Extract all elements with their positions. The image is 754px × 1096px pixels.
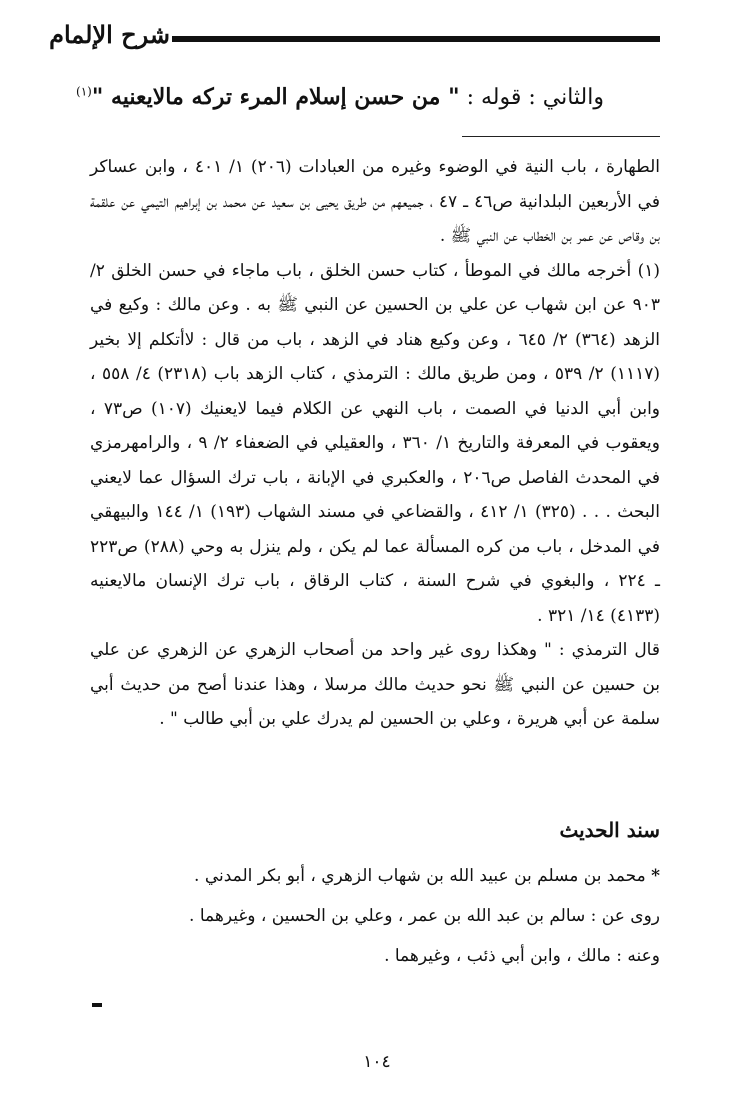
narrator-name-line [90,856,660,896]
narrated-by: وعنه : مالك ، وابن أبي ذئب ، وغيرهما . [384,946,660,966]
star-marker: * [651,866,660,886]
footnote-1: (١) أخرجه مالك في الموطأ ، كتاب حسن الخلق ، باب ماجاء في حسن الخلق ٢/ ٩٠٣ عن ابن شهاب عن علي بن الحسين عن النبي ﷺ به . وعن مالك : وكيع في الزهد (٣٦٤) ٢/ ٦٤٥ ، وعن وكيع هناد في الزهد ، باب من قال : لاأتكلم إلا بخير (١١١٧) ٢/ ٥٣٩ ، ومن طريق مالك : الترمذي ، كتاب الزهد باب (٢٣١٨) ٤/ ٥٥٨ ، وابن أبي الدنيا في الصمت ، باب النهي عن الكلام فيما لايعنيك (١٠٧) ص٧٣ ، ويعقوب في المعرفة والتاريخ ١/ ٣٦٠ ، والعقيلي في الضعفاء ٢/ ٩ ، والرامهرمزي في المحدث الفاصل ص٢٠٦ ، والعكبري في الإبانة ، باب ترك السؤال عما لايعني البحث . . . (٣٢٥) ١/ ٤١٢ ، والقضاعي في مسند الشهاب (١٩٣) ١/ ١٤٤ والبيهقي في المدخل ، باب من كره المسألة عما لم يكن ، ولم ينزل به وحي (٢٨٨) ص٢٢٣ ـ ٢٢٤ ، والبغوي في شرح السنة ، كتاب الرقاق ، باب ترك الإنسان مالايعنيه (٤١٣٣) ١٤/ ٣٢١ . [90,260,661,626]
section-heading: سند الحديث [559,818,660,842]
narrated-from: روى عن : سالم بن عبد الله بن عمر ، وعلي بن الحسين ، وغيرهما . [189,906,660,926]
dash-mark [92,1003,102,1007]
hadith-line [76,84,604,110]
footnote-reference: (١) [76,84,92,99]
narrator-name: محمد بن مسلم بن عبيد الله بن شهاب الزهري ، أبو بكر المدني . [194,866,646,886]
footnotes-block [90,150,660,737]
tirmidhi-quote: قال الترمذي : " وهكذا روى غير واحد من أصحاب الزهري عن الزهري عن علي بن حسين عن النبي ﷺ نحو حديث مالك مرسلا ، وهذا عندنا أصح من حديث أبي سلمة عن أبي هريرة ، وعلي بن الحسين لم يدرك علي بن أبي طالب " . [90,640,660,729]
footnote-continuation: الطهارة ، باب النية في الوضوء وغيره من العبادات (٢٠٦) ١/ ٤٠١ ، وابن عساكر في الأربعين البلدانية ص٤٦ ـ ٤٧ ، جميعهم من طريق يحيى بن سعيد عن محمد بن إبراهيم التيمي عن علقمة بن وقاص عن عمر بن الخطاب عن النبي ﷺ . [90,157,660,246]
footnote-separator [462,136,660,137]
header-rule [172,36,660,42]
hadith-prefix: والثاني : قوله : [466,85,604,110]
hadith-quote: " من حسن إسلام المرء تركه مالايعنيه " [91,84,460,110]
page-number: ١٠٤ [363,1052,391,1072]
narrator-block [90,856,660,976]
running-header-title: شرح الإلمام [49,20,170,49]
